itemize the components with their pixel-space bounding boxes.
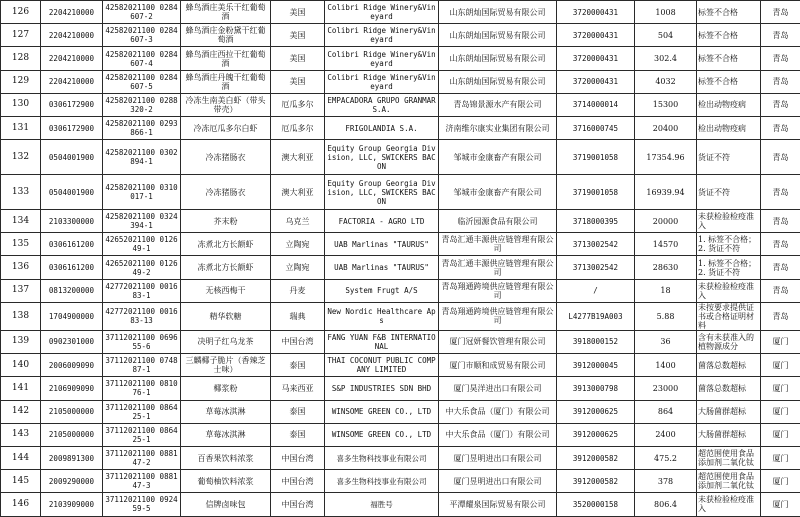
origin-country-cell: 瑞典 [271,302,325,330]
registration-number-cell: 3912000625 [557,423,635,446]
product-name-cell: 决明子红乌龙茶 [181,330,271,353]
declaration-number-cell: 42582021100 0324394-1 [103,209,181,232]
declaration-number-cell: 42582021100 0284607-5 [103,70,181,93]
row-number-cell: 137 [1,279,41,302]
origin-country-cell: 马来西亚 [271,377,325,400]
manufacturer-name-cell: System Frugt A/S [325,279,439,302]
registration-number-cell: 3912000045 [557,354,635,377]
table-row [1,175,800,210]
manufacturer-name-cell: S&P INDUSTRIES SDN BHD [325,377,439,400]
table-row [1,256,800,279]
rejection-reason-cell: 含有未获准入的植物源成分 [697,330,761,353]
rejection-reason-cell: 未获检验检疫准入 [697,209,761,232]
hs-code-cell: 2204210000 [41,1,103,24]
port-name-cell: 厦门 [761,493,800,516]
port-name-cell: 厦门 [761,423,800,446]
importer-name-cell: 青岛汇通丰源供应链管理有限公司 [439,256,557,279]
registration-number-cell: 3720000431 [557,1,635,24]
rejection-reason-cell: 大肠菌群超标 [697,400,761,423]
declaration-number-cell: 42772021100 001683-1 [103,279,181,302]
rejection-reason-cell: 超范围使用食品添加剂二氧化钛 [697,446,761,469]
manufacturer-name-cell: New Nordic Healthcare Aps [325,302,439,330]
table-row [1,209,800,232]
rejection-reason-cell: 货证不符 [697,175,761,210]
product-name-cell: 蜂鸟酒庄丹魄干红葡萄酒 [181,70,271,93]
table-row [1,446,800,469]
product-name-cell: 冻煮北方长额虾 [181,233,271,256]
origin-country-cell: 泰国 [271,400,325,423]
origin-country-cell: 丹麦 [271,279,325,302]
manufacturer-name-cell: UAB Marlinas "TAURUS" [325,256,439,279]
product-name-cell: 信牌卤味包 [181,493,271,516]
registration-number-cell: 3714000014 [557,93,635,116]
declaration-number-cell: 42582021100 0284607-3 [103,24,181,47]
rejection-reason-cell: 1. 标签不合格；2. 货证不符 [697,256,761,279]
hs-code-cell: 0902301000 [41,330,103,353]
origin-country-cell: 美国 [271,47,325,70]
registration-number-cell: 3720000431 [557,70,635,93]
registration-number-cell: 3719001058 [557,175,635,210]
manufacturer-name-cell: UAB Marlinas "TAURUS" [325,233,439,256]
importer-name-cell: 厦门市顺和成贸易有限公司 [439,354,557,377]
importer-name-cell: 山东朗灿国际贸易有限公司 [439,1,557,24]
origin-country-cell: 乌克兰 [271,209,325,232]
product-name-cell: 冻煮北方长额虾 [181,256,271,279]
quantity-cell: 18 [635,279,697,302]
declaration-number-cell: 42582021100 0288320-2 [103,93,181,116]
registration-number-cell: 3912000625 [557,400,635,423]
hs-code-cell: 0504001900 [41,140,103,175]
hs-code-cell: 1704900000 [41,302,103,330]
importer-name-cell: 青岛翔通跨境供应链管理有限公司 [439,302,557,330]
product-name-cell: 草莓冰淇淋 [181,400,271,423]
port-name-cell: 青岛 [761,302,800,330]
importer-name-cell: 厦门昱明进出口有限公司 [439,470,557,493]
port-name-cell: 厦门 [761,377,800,400]
row-number-cell: 141 [1,377,41,400]
quantity-cell: 15300 [635,93,697,116]
hs-code-cell: 2204210000 [41,70,103,93]
importer-name-cell: 中大乐食品（厦门）有限公司 [439,423,557,446]
port-name-cell: 厦门 [761,354,800,377]
rejection-reason-cell: 未获检验检疫准入 [697,279,761,302]
quantity-cell: 17354.96 [635,140,697,175]
manufacturer-name-cell: EMPACADORA GRUPO GRANMAR S.A. [325,93,439,116]
manufacturer-name-cell: 喜多生物科技事业有限公司 [325,446,439,469]
origin-country-cell: 澳大利亚 [271,140,325,175]
declaration-number-cell: 42652021100 012649-1 [103,233,181,256]
quantity-cell: 36 [635,330,697,353]
hs-code-cell: 2009290000 [41,470,103,493]
table-row [1,377,800,400]
declaration-number-cell: 42582021100 0310017-1 [103,175,181,210]
registration-number-cell: 3912000582 [557,470,635,493]
row-number-cell: 127 [1,24,41,47]
declaration-number-cell: 42582021100 0284607-4 [103,47,181,70]
product-name-cell: 蜂鸟酒庄金粉黛干红葡萄酒 [181,24,271,47]
declaration-number-cell: 37112021100 086425-1 [103,400,181,423]
product-name-cell: 葡萄柚饮料浓浆 [181,470,271,493]
hs-code-cell: 2204210000 [41,47,103,70]
table-row [1,1,800,24]
table-row [1,140,800,175]
quantity-cell: 14570 [635,233,697,256]
rejection-reason-cell: 未获检验检疫准入 [697,493,761,516]
quantity-cell: 806.4 [635,493,697,516]
hs-code-cell: 0306161200 [41,233,103,256]
quantity-cell: 864 [635,400,697,423]
port-name-cell: 青岛 [761,70,800,93]
importer-name-cell: 厦门昱明进出口有限公司 [439,446,557,469]
manufacturer-name-cell: Colibri Ridge Winery&Vineyard [325,1,439,24]
importer-name-cell: 山东朗灿国际贸易有限公司 [439,47,557,70]
origin-country-cell: 中国台湾 [271,446,325,469]
registration-number-cell: 3918000152 [557,330,635,353]
declaration-number-cell: 42652021100 012649-2 [103,256,181,279]
declaration-number-cell: 42582021100 0284607-2 [103,1,181,24]
manufacturer-name-cell: WINSOME GREEN CO., LTD [325,423,439,446]
importer-name-cell: 平潭耀泉国际贸易有限公司 [439,493,557,516]
row-number-cell: 134 [1,209,41,232]
row-number-cell: 133 [1,175,41,210]
importer-name-cell: 青岛锦景源水产有限公司 [439,93,557,116]
rejection-reason-cell: 菌落总数超标 [697,377,761,400]
importer-name-cell: 青岛翔通跨境供应链管理有限公司 [439,279,557,302]
rejection-reason-cell: 超范围使用食品添加剂二氧化钛 [697,470,761,493]
rejection-reason-cell: 标签不合格 [697,47,761,70]
row-number-cell: 131 [1,117,41,140]
quantity-cell: 302.4 [635,47,697,70]
port-name-cell: 青岛 [761,140,800,175]
quantity-cell: 5.88 [635,302,697,330]
manufacturer-name-cell: Equity Group Georgia Division, LLC, SWICKERS BACON [325,140,439,175]
registration-number-cell: 3718000395 [557,209,635,232]
origin-country-cell: 美国 [271,70,325,93]
rejection-reason-cell: 未按要求提供证书或合格证明材料 [697,302,761,330]
row-number-cell: 143 [1,423,41,446]
declaration-number-cell: 42772021100 001683-13 [103,302,181,330]
row-number-cell: 144 [1,446,41,469]
product-name-cell: 冷冻生南美白虾（带头带壳） [181,93,271,116]
manufacturer-name-cell: FANG YUAN F&B INTERNATIONAL [325,330,439,353]
origin-country-cell: 中国台湾 [271,330,325,353]
hs-code-cell: 2106909090 [41,377,103,400]
declaration-number-cell: 37112021100 081076-1 [103,377,181,400]
hs-code-cell: 0813200000 [41,279,103,302]
registration-number-cell: 3713002542 [557,233,635,256]
row-number-cell: 130 [1,93,41,116]
row-number-cell: 140 [1,354,41,377]
importer-name-cell: 邹城市金康畜产有限公司 [439,140,557,175]
hs-code-cell: 2103909000 [41,493,103,516]
quantity-cell: 1008 [635,1,697,24]
rejection-reason-cell: 检出动物疫病 [697,117,761,140]
quantity-cell: 16939.94 [635,175,697,210]
manufacturer-name-cell: 福胜号 [325,493,439,516]
registration-number-cell: 3720000431 [557,24,635,47]
origin-country-cell: 立陶宛 [271,233,325,256]
port-name-cell: 厦门 [761,330,800,353]
hs-code-cell: 2105000000 [41,423,103,446]
declaration-number-cell: 37112021100 086425-1 [103,423,181,446]
manufacturer-name-cell: Colibri Ridge Winery&Vineyard [325,24,439,47]
port-name-cell: 厦门 [761,470,800,493]
manufacturer-name-cell: FACTORIA - AGRO LTD [325,209,439,232]
port-name-cell: 厦门 [761,446,800,469]
row-number-cell: 146 [1,493,41,516]
row-number-cell: 128 [1,47,41,70]
importer-name-cell: 山东朗灿国际贸易有限公司 [439,70,557,93]
product-name-cell: 百香果饮料浓浆 [181,446,271,469]
importer-name-cell: 临沂园源食品有限公司 [439,209,557,232]
origin-country-cell: 美国 [271,1,325,24]
product-name-cell: 精华软糖 [181,302,271,330]
hs-code-cell: 2105000000 [41,400,103,423]
registration-number-cell: 3913000798 [557,377,635,400]
rejection-reason-cell: 货证不符 [697,140,761,175]
product-name-cell: 冷冻猪肠衣 [181,175,271,210]
rejection-reason-cell: 检出动物疫病 [697,93,761,116]
quantity-cell: 475.2 [635,446,697,469]
port-name-cell: 青岛 [761,233,800,256]
declaration-number-cell: 42582021100 0293866-1 [103,117,181,140]
hs-code-cell: 0306161200 [41,256,103,279]
manufacturer-name-cell: Colibri Ridge Winery&Vineyard [325,47,439,70]
product-name-cell: 蜂鸟酒庄美乐干红葡萄酒 [181,1,271,24]
product-name-cell: 草莓冰淇淋 [181,423,271,446]
row-number-cell: 136 [1,256,41,279]
manufacturer-name-cell: WINSOME GREEN CO., LTD [325,400,439,423]
product-name-cell: 无核西梅干 [181,279,271,302]
hs-code-cell: 2103300000 [41,209,103,232]
origin-country-cell: 中国台湾 [271,493,325,516]
importer-name-cell: 山东朗灿国际贸易有限公司 [439,24,557,47]
origin-country-cell: 泰国 [271,423,325,446]
quantity-cell: 504 [635,24,697,47]
declaration-number-cell: 37112021100 074887-1 [103,354,181,377]
origin-country-cell: 厄瓜多尔 [271,117,325,140]
manufacturer-name-cell: THAI COCONUT PUBLIC COMPANY LIMITED [325,354,439,377]
table-body [1,1,800,517]
importer-name-cell: 邹城市金康畜产有限公司 [439,175,557,210]
importer-name-cell: 中大乐食品（厦门）有限公司 [439,400,557,423]
registration-number-cell: 3713002542 [557,256,635,279]
origin-country-cell: 立陶宛 [271,256,325,279]
row-number-cell: 145 [1,470,41,493]
registration-number-cell: 3716000745 [557,117,635,140]
importer-name-cell: 厦门冠妍餐饮管理有限公司 [439,330,557,353]
port-name-cell: 青岛 [761,47,800,70]
rejection-reason-cell: 标签不合格 [697,24,761,47]
table-row [1,423,800,446]
declaration-number-cell: 37112021100 088147-2 [103,446,181,469]
registration-number-cell: 3912000582 [557,446,635,469]
registration-number-cell: L4277B19A003 [557,302,635,330]
manufacturer-name-cell: Colibri Ridge Winery&Vineyard [325,70,439,93]
declaration-number-cell: 37112021100 092459-5 [103,493,181,516]
registration-number-cell: 3719001058 [557,140,635,175]
quantity-cell: 2400 [635,423,697,446]
row-number-cell: 138 [1,302,41,330]
rejection-reason-cell: 菌落总数超标 [697,354,761,377]
quantity-cell: 23000 [635,377,697,400]
product-name-cell: 蜂鸟酒庄西拉干红葡萄酒 [181,47,271,70]
table-row [1,70,800,93]
table-row [1,470,800,493]
registration-number-cell: 3720000431 [557,47,635,70]
origin-country-cell: 澳大利亚 [271,175,325,210]
quantity-cell: 28630 [635,256,697,279]
hs-code-cell: 0306172900 [41,117,103,140]
quantity-cell: 20400 [635,117,697,140]
rejection-reason-cell: 1. 标签不合格；2. 货证不符 [697,233,761,256]
hs-code-cell: 2009891300 [41,446,103,469]
table-row [1,302,800,330]
table-row [1,330,800,353]
product-name-cell: 椰浆粉 [181,377,271,400]
registration-number-cell: 3520000158 [557,493,635,516]
row-number-cell: 142 [1,400,41,423]
manufacturer-name-cell: Equity Group Georgia Division, LLC, SWICKERS BACON [325,175,439,210]
origin-country-cell: 美国 [271,24,325,47]
quantity-cell: 20000 [635,209,697,232]
importer-name-cell: 济南维尔康实业集团有限公司 [439,117,557,140]
hs-code-cell: 0306172900 [41,93,103,116]
port-name-cell: 青岛 [761,1,800,24]
origin-country-cell: 泰国 [271,354,325,377]
registration-number-cell: / [557,279,635,302]
table-row [1,24,800,47]
table-row [1,279,800,302]
table-row [1,233,800,256]
row-number-cell: 132 [1,140,41,175]
port-name-cell: 青岛 [761,256,800,279]
quantity-cell: 4032 [635,70,697,93]
hs-code-cell: 2204210000 [41,24,103,47]
hs-code-cell: 2006009090 [41,354,103,377]
table-row [1,400,800,423]
row-number-cell: 139 [1,330,41,353]
table-row [1,493,800,516]
port-name-cell: 厦门 [761,400,800,423]
importer-name-cell: 厦门昊洋进出口有限公司 [439,377,557,400]
quantity-cell: 378 [635,470,697,493]
manufacturer-name-cell: 喜多生物科技事业有限公司 [325,470,439,493]
table-row [1,47,800,70]
port-name-cell: 青岛 [761,209,800,232]
product-name-cell: 芥末粉 [181,209,271,232]
declaration-number-cell: 42582021100 0302894-1 [103,140,181,175]
port-name-cell: 青岛 [761,279,800,302]
hs-code-cell: 0504001900 [41,175,103,210]
importer-name-cell: 青岛汇通丰源供应链管理有限公司 [439,233,557,256]
table-row [1,354,800,377]
declaration-number-cell: 37112021100 088147-3 [103,470,181,493]
rejection-reason-cell: 标签不合格 [697,70,761,93]
row-number-cell: 135 [1,233,41,256]
declaration-number-cell: 37112021100 069655-6 [103,330,181,353]
port-name-cell: 青岛 [761,93,800,116]
product-name-cell: 冷冻猪肠衣 [181,140,271,175]
row-number-cell: 129 [1,70,41,93]
origin-country-cell: 厄瓜多尔 [271,93,325,116]
table-row [1,117,800,140]
origin-country-cell: 中国台湾 [271,470,325,493]
rejection-reason-cell: 大肠菌群超标 [697,423,761,446]
port-name-cell: 青岛 [761,24,800,47]
table-row [1,93,800,116]
port-name-cell: 青岛 [761,175,800,210]
port-name-cell: 青岛 [761,117,800,140]
rejection-reason-cell: 标签不合格 [697,1,761,24]
product-name-cell: 冷冻厄瓜多尔白虾 [181,117,271,140]
product-name-cell: 三麟椰子脆片（香辣芝士味） [181,354,271,377]
row-number-cell: 126 [1,1,41,24]
quantity-cell: 1400 [635,354,697,377]
manufacturer-name-cell: FRIGOLANDIA S.A. [325,117,439,140]
